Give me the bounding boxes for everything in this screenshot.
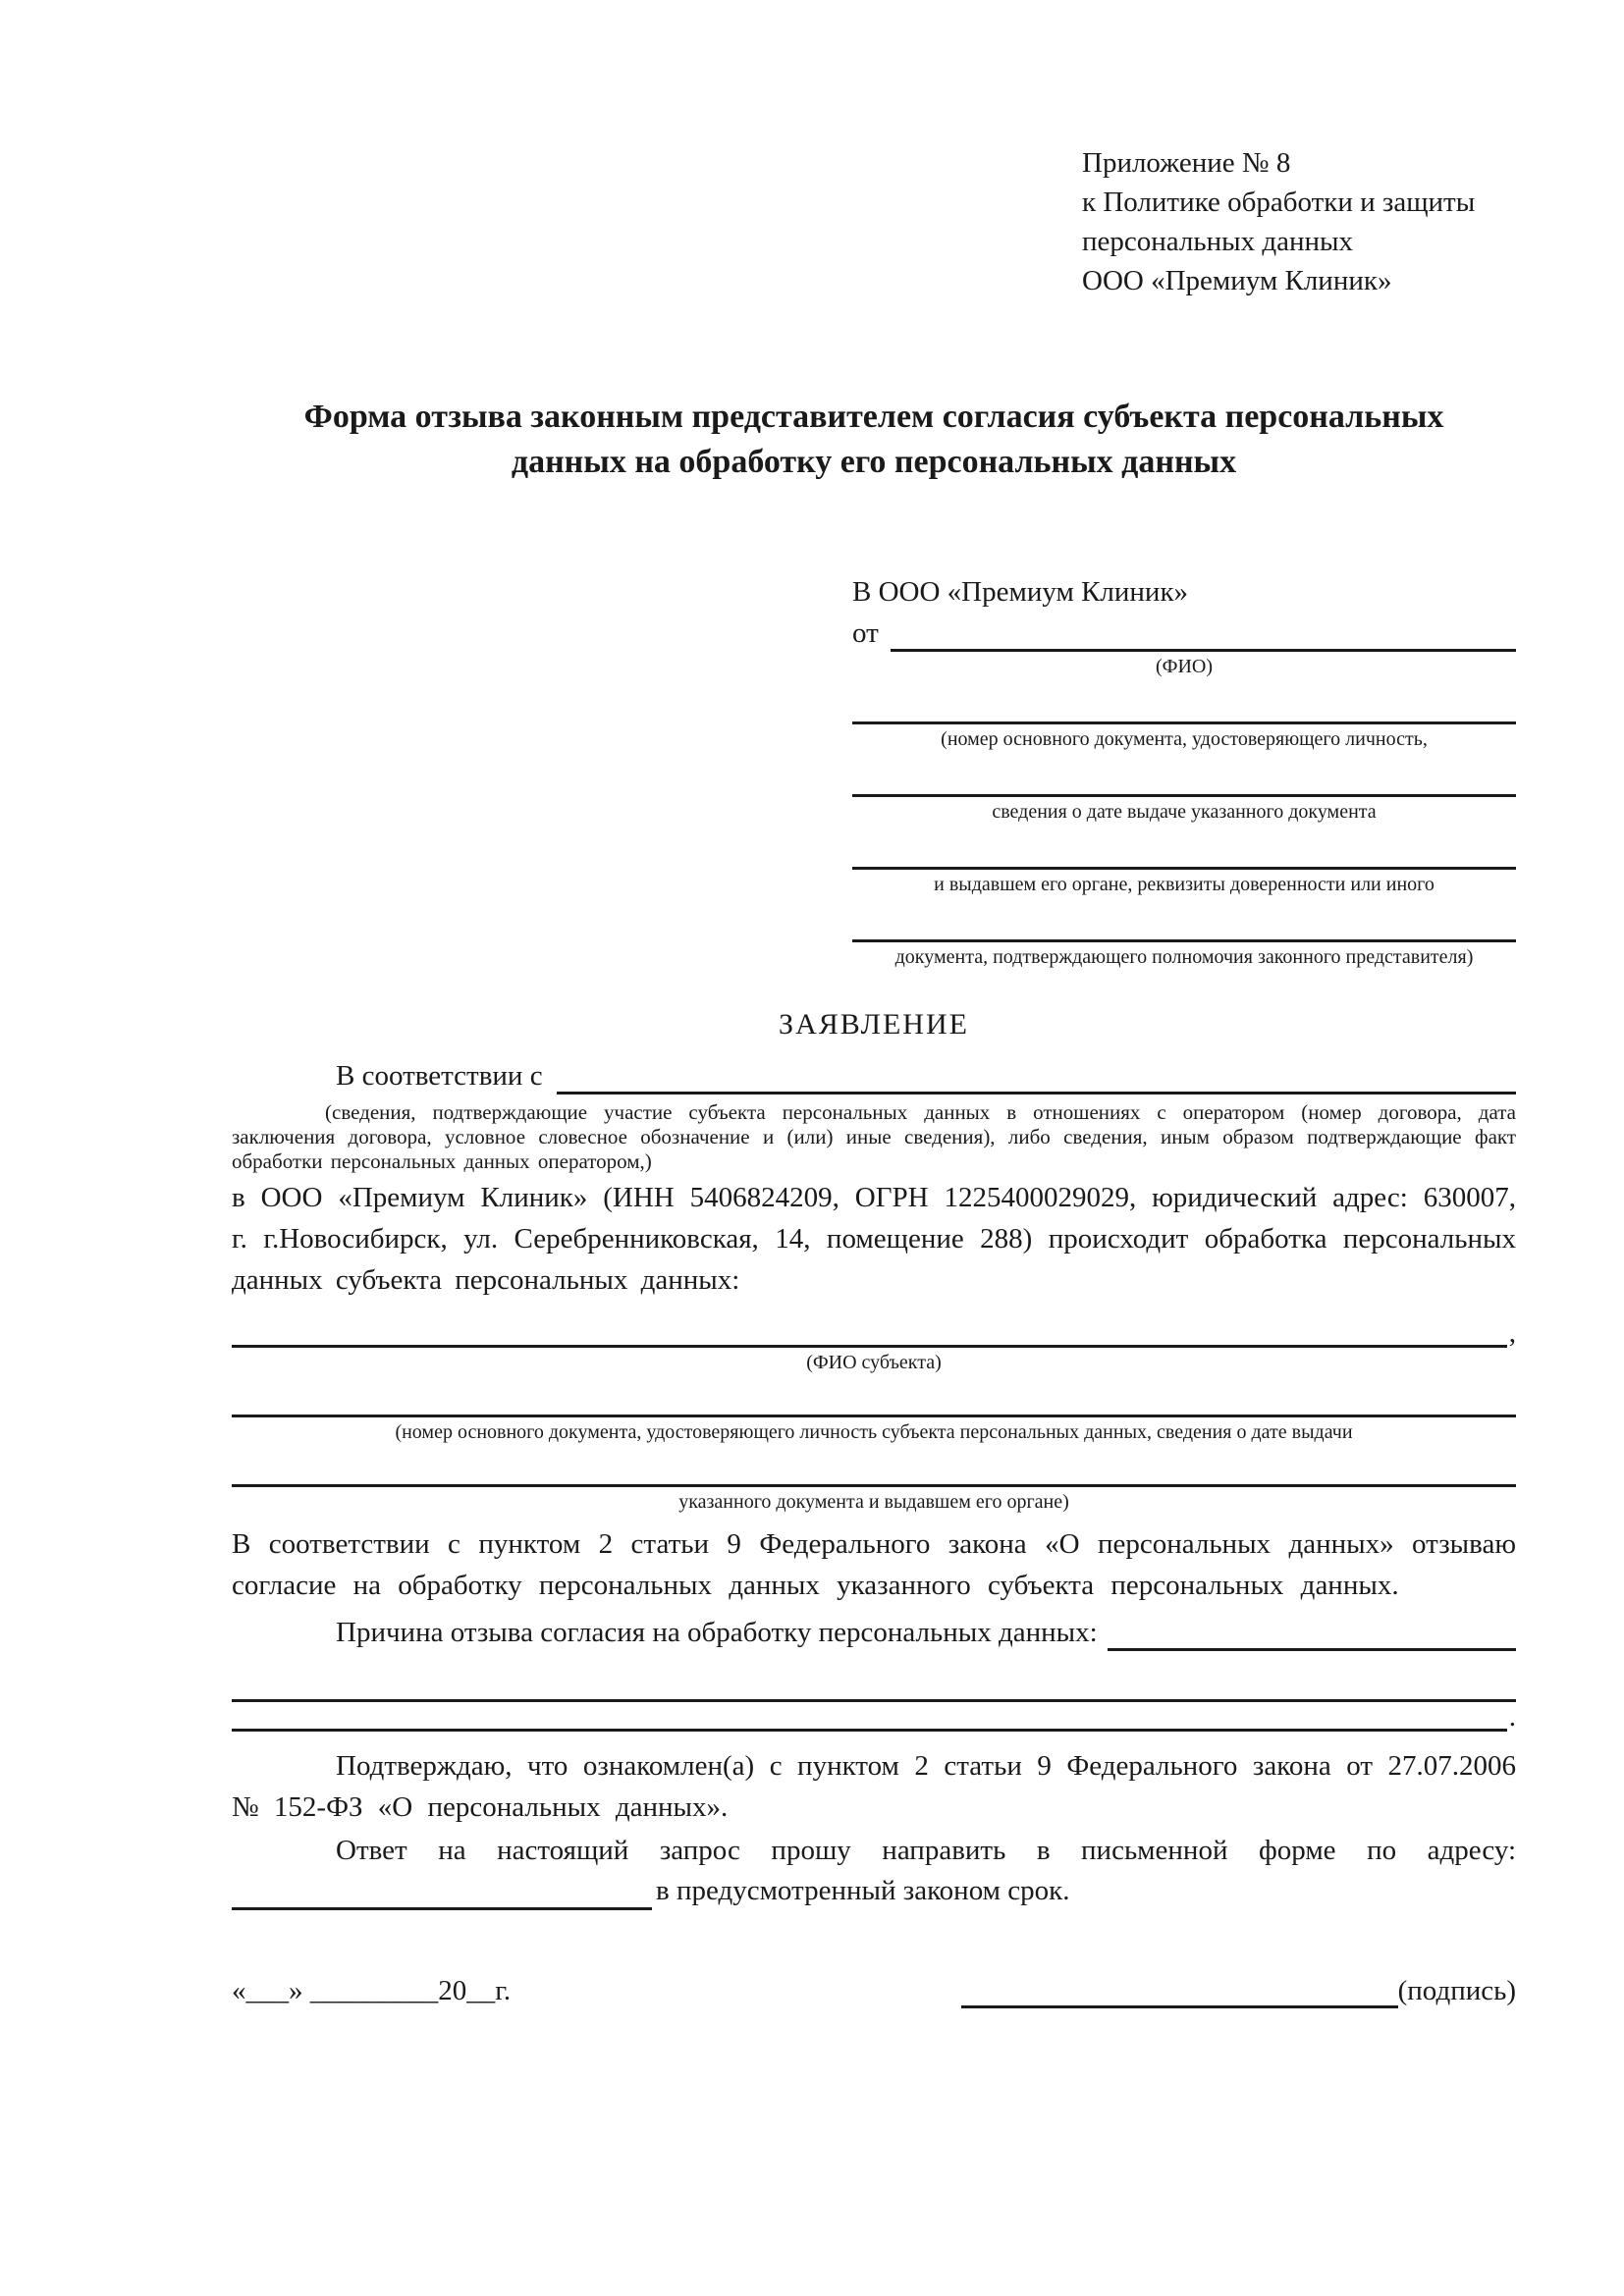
from-label: от bbox=[852, 617, 879, 649]
representative-doc-caption: документа, подтверждающего полномочия законного представителя) bbox=[894, 946, 1474, 968]
subject-fio-blank-line bbox=[232, 1307, 1507, 1348]
trailing-comma: , bbox=[1508, 1317, 1516, 1349]
signature-caption: (подпись) bbox=[1397, 1975, 1516, 2006]
representative-doc-blank-line bbox=[852, 771, 1516, 797]
address-blank-line bbox=[232, 1879, 652, 1910]
appendix-note-line: персональных данных bbox=[1082, 226, 1354, 257]
appendix-note-line: Приложение № 8 bbox=[1082, 147, 1291, 179]
appendix-note-line: ООО «Премиум Клиник» bbox=[1082, 265, 1392, 296]
signature-row bbox=[232, 1973, 1516, 2008]
addressee-organization: В ООО «Премиум Клиник» bbox=[852, 576, 1189, 608]
confirmation-paragraph: Подтверждаю, что ознакомлен(а) с пунктом 2 статьи 9 Федерального закона от 27.07.2006 № 152-ФЗ «О персональных данных». bbox=[232, 1750, 1516, 1823]
reply-address-row bbox=[232, 1871, 1516, 1910]
representative-doc-caption: (номер основного документа, удостоверяющего личность, bbox=[941, 728, 1428, 750]
representative-doc-caption: сведения о дате выдаче указанного документа bbox=[992, 801, 1377, 823]
subject-doc-blank-line bbox=[232, 1388, 1516, 1417]
trailing-period: . bbox=[1508, 1701, 1516, 1733]
representative-doc-blank-line bbox=[852, 698, 1516, 724]
representative-fio-blank-line bbox=[891, 620, 1516, 652]
subject-fio-row bbox=[232, 1307, 1516, 1348]
form-title: Форма отзыва законным представителем согласия субъекта персональных данных на обработку его персональных данных bbox=[303, 399, 1444, 480]
operator-paragraph: в ООО «Премиум Клиник» (ИНН 5406824209, ОГРН 1225400029029, юридический адрес: 630007, г. г.Новосибирск, ул. Серебренниковская, 14, помещение 288) происходит обработка персональных данных субъекта персональных данных: bbox=[232, 1182, 1516, 1296]
representative-doc-blank-line bbox=[852, 843, 1516, 870]
signature-blank-line bbox=[961, 1979, 1398, 2008]
representative-doc-caption: и выдавшем его органе, реквизиты доверенности или иного bbox=[934, 874, 1435, 895]
subject-fio-caption: (ФИО субъекта) bbox=[806, 1352, 942, 1373]
reply-address-paragraph: Ответ на настоящий запрос прошу направить в письменной форме по адресу: bbox=[336, 1835, 1516, 1866]
addressee-block bbox=[852, 571, 1516, 969]
subject-doc-caption: указанного документа и выдавшем его органе) bbox=[678, 1491, 1069, 1513]
reason-row bbox=[232, 1614, 1516, 1651]
fio-caption: (ФИО) bbox=[1155, 656, 1213, 677]
accordance-blank-line bbox=[557, 1061, 1516, 1095]
accordance-footnote: (сведения, подтверждающие участие субъекта персональных данных в отношениях с оператором (номер договора, дата заключения договора, условное словесное обозначение и (или) иные сведения), либо сведения, иным образом подтверждающие факт обработки персональных данных оператором,) bbox=[232, 1100, 1516, 1173]
accordance-row bbox=[232, 1057, 1516, 1095]
subject-doc-caption: (номер основного документа, удостоверяющего личность субъекта персональных данных, сведения о дате выдачи bbox=[395, 1421, 1353, 1443]
withdrawal-paragraph: В соответствии с пунктом 2 статьи 9 Федерального закона «О персональных данных» отзываю согласие на обработку персональных данных указанного субъекта персональных данных. bbox=[232, 1528, 1516, 1601]
reason-blank-line bbox=[1108, 1618, 1516, 1651]
subject-doc-blank-line bbox=[232, 1458, 1516, 1487]
reason-blank-line bbox=[232, 1651, 1516, 1702]
signature-group bbox=[961, 1973, 1516, 2008]
accordance-label: В соответствии с bbox=[336, 1060, 543, 1092]
reason-blank-row bbox=[232, 1702, 1516, 1732]
statement-heading: ЗАЯВЛЕНИЕ bbox=[779, 1008, 969, 1041]
from-row bbox=[852, 614, 1516, 652]
reply-tail-text: в предусмотренный законом срок. bbox=[656, 1875, 1070, 1906]
appendix-note bbox=[1082, 143, 1516, 300]
reason-label: Причина отзыва согласия на обработку персональных данных: bbox=[336, 1617, 1098, 1648]
representative-doc-blank-line bbox=[852, 916, 1516, 942]
reason-blank-line bbox=[232, 1702, 1507, 1732]
appendix-note-line: к Политике обработки и защиты bbox=[1082, 187, 1476, 218]
date-blank: «___» _________20__г. bbox=[232, 1975, 512, 2006]
